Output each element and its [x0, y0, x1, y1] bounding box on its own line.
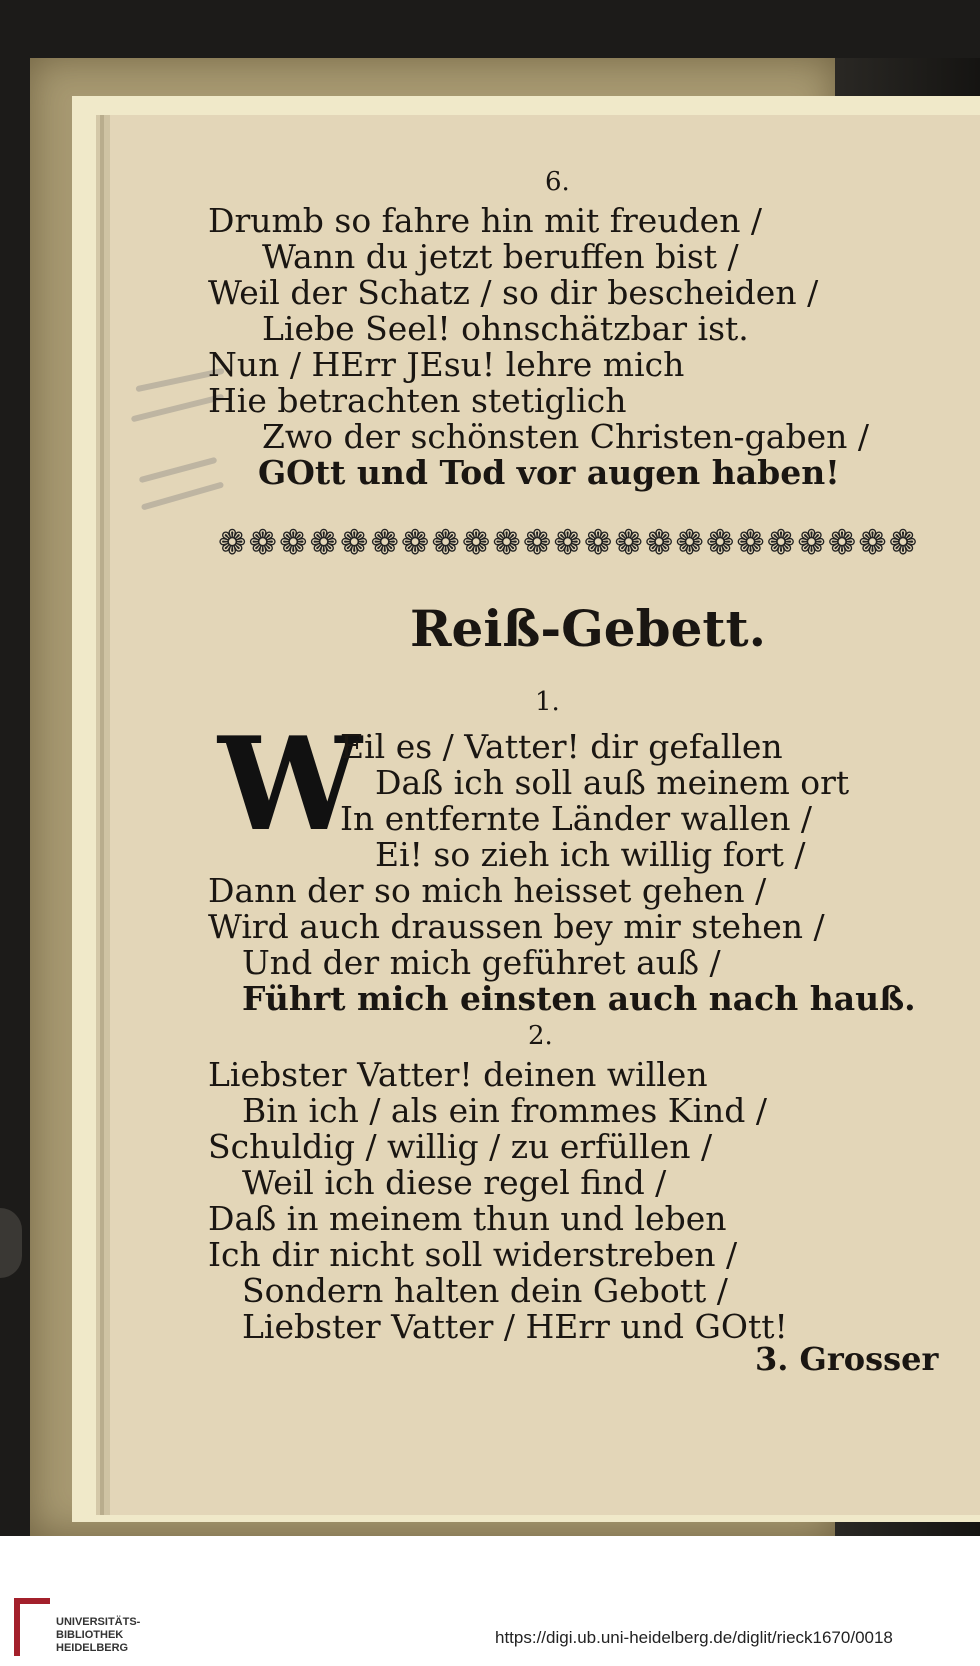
verse-line: Liebster Vatter / HErr und GOtt!: [242, 1307, 788, 1346]
verse-line: Bin ich / als ein frommes Kind /: [242, 1091, 768, 1130]
viewer-footer: [0, 1536, 980, 1666]
verse-line: Daß in meinem thun und leben: [208, 1199, 727, 1238]
verse-line: Daß ich soll auß meinem ort: [375, 763, 850, 802]
verse-line: Wann du jetzt beruffen bist /: [262, 237, 739, 276]
verse-line: Nun / HErr JEsu! lehre mich: [208, 345, 685, 384]
verse-line: Weil ich diese regel find /: [242, 1163, 667, 1202]
verse-line: Ich dir nicht soll widerstreben /: [208, 1235, 738, 1274]
section-title: Reiß-Gebett.: [410, 599, 766, 658]
catchword: 3. Grosser: [755, 1340, 939, 1378]
verse-line: Hie betrachten stetiglich: [208, 381, 627, 420]
stanza-number: 2.: [528, 1021, 553, 1051]
page-text: [110, 115, 980, 1515]
university-logo-icon: [14, 1598, 50, 1656]
verse-line: Und der mich geführet auß /: [242, 943, 721, 982]
verse-line: Sondern halten dein Gebott /: [242, 1271, 728, 1310]
verse-line: GOtt und Tod vor augen haben!: [258, 453, 840, 492]
verse-line: Zwo der schönsten Christen-gaben /: [262, 417, 869, 456]
verse-line: In entfernte Länder wallen /: [340, 799, 813, 838]
page-number: 6.: [545, 167, 570, 197]
stanza-number: 1.: [535, 687, 560, 717]
verse-line: Dann der so mich heisset gehen /: [208, 871, 767, 910]
logo-line: HEIDELBERG: [56, 1642, 129, 1654]
library-logo-text[interactable]: [56, 1616, 140, 1655]
verse-line: Eil es / Vatter! dir gefallen: [340, 727, 783, 766]
verse-line: Führt mich einsten auch nach hauß.: [242, 979, 916, 1018]
verse-line: Drumb so fahre hin mit freuden /: [208, 201, 763, 240]
ornament-border: ❁❁❁❁❁❁❁❁❁❁❁❁❁❁❁❁❁❁❁❁❁❁❁: [218, 523, 920, 563]
book-page: [110, 115, 980, 1515]
source-url[interactable]: https://digi.ub.uni-heidelberg.de/diglit/rieck1670/0018: [495, 1628, 893, 1647]
verse-line: Schuldig / willig / zu erfüllen /: [208, 1127, 713, 1166]
book-clasp: [0, 1208, 22, 1278]
verse-line: Liebster Vatter! deinen willen: [208, 1055, 708, 1094]
decorated-initial: W: [218, 710, 362, 860]
verse-line: Weil der Schatz / so dir bescheiden /: [208, 273, 819, 312]
verse-line: Wird auch draussen bey mir stehen /: [208, 907, 825, 946]
logo-line: UNIVERSITÄTS-: [56, 1616, 141, 1628]
logo-line: BIBLIOTHEK: [56, 1629, 124, 1641]
verse-line: Liebe Seel! ohnschätzbar ist.: [262, 309, 749, 348]
verse-line: Ei! so zieh ich willig fort /: [375, 835, 806, 874]
